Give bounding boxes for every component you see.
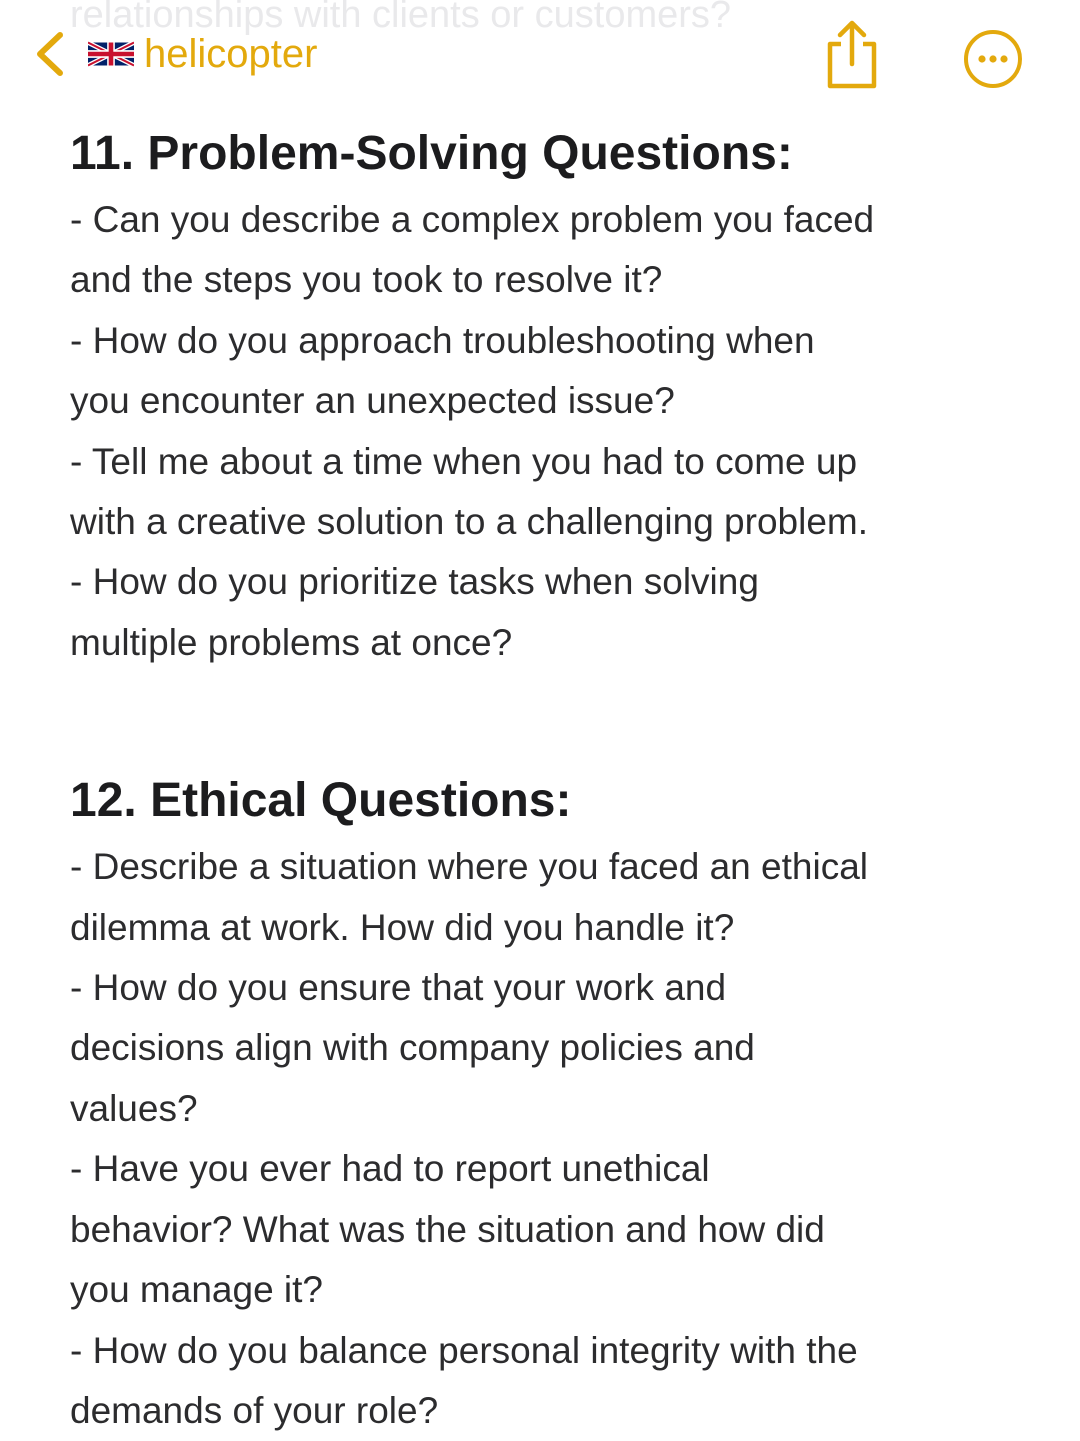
section-ethical: [70, 765, 1030, 1441]
back-button[interactable]: [30, 22, 317, 86]
note-content: [70, 118, 1030, 1441]
share-icon[interactable]: [822, 18, 882, 92]
note-line: you encounter an unexpected issue?: [70, 380, 675, 422]
note-line: - How do you balance personal integrity with the: [70, 1329, 858, 1371]
uk-flag-icon: [88, 39, 134, 69]
note-line: - How do you ensure that your work and: [70, 967, 727, 1009]
chevron-left-icon: [30, 29, 70, 79]
note-line: decisions align with company policies and: [70, 1027, 755, 1069]
note-line: dilemma at work. How did you handle it?: [70, 906, 735, 948]
note-line: you manage it?: [70, 1269, 324, 1311]
note-line: - Have you ever had to report unethical: [70, 1148, 710, 1190]
paragraph-gap: [70, 673, 1030, 765]
note-line: and the steps you took to resolve it?: [70, 259, 663, 301]
note-line: - How do you approach troubleshooting when: [70, 319, 815, 361]
section-lines: [70, 837, 1030, 1441]
navigation-bar: [0, 0, 1080, 110]
section-problem-solving: [70, 118, 1030, 673]
note-line: multiple problems at once?: [70, 621, 513, 663]
note-line: with a creative solution to a challenging problem.: [70, 501, 869, 543]
note-line: demands of your role?: [70, 1389, 439, 1431]
section-heading: 11. Problem-Solving Questions:: [70, 127, 793, 180]
note-line: - Can you describe a complex problem you faced: [70, 199, 875, 240]
note-line: - Describe a situation where you faced an ethical: [70, 846, 868, 888]
note-line: - How do you prioritize tasks when solving: [70, 561, 759, 603]
note-line: behavior? What was the situation and how did: [70, 1208, 825, 1250]
section-lines: [70, 190, 1030, 673]
note-line: values?: [70, 1087, 198, 1129]
back-label: helicopter: [144, 32, 318, 76]
note-line: - Tell me about a time when you had to come up: [70, 440, 858, 482]
more-icon[interactable]: [962, 28, 1024, 90]
section-heading: 12. Ethical Questions:: [70, 774, 572, 828]
scrolled-under-text: relationships with clients or customers?: [70, 0, 732, 36]
